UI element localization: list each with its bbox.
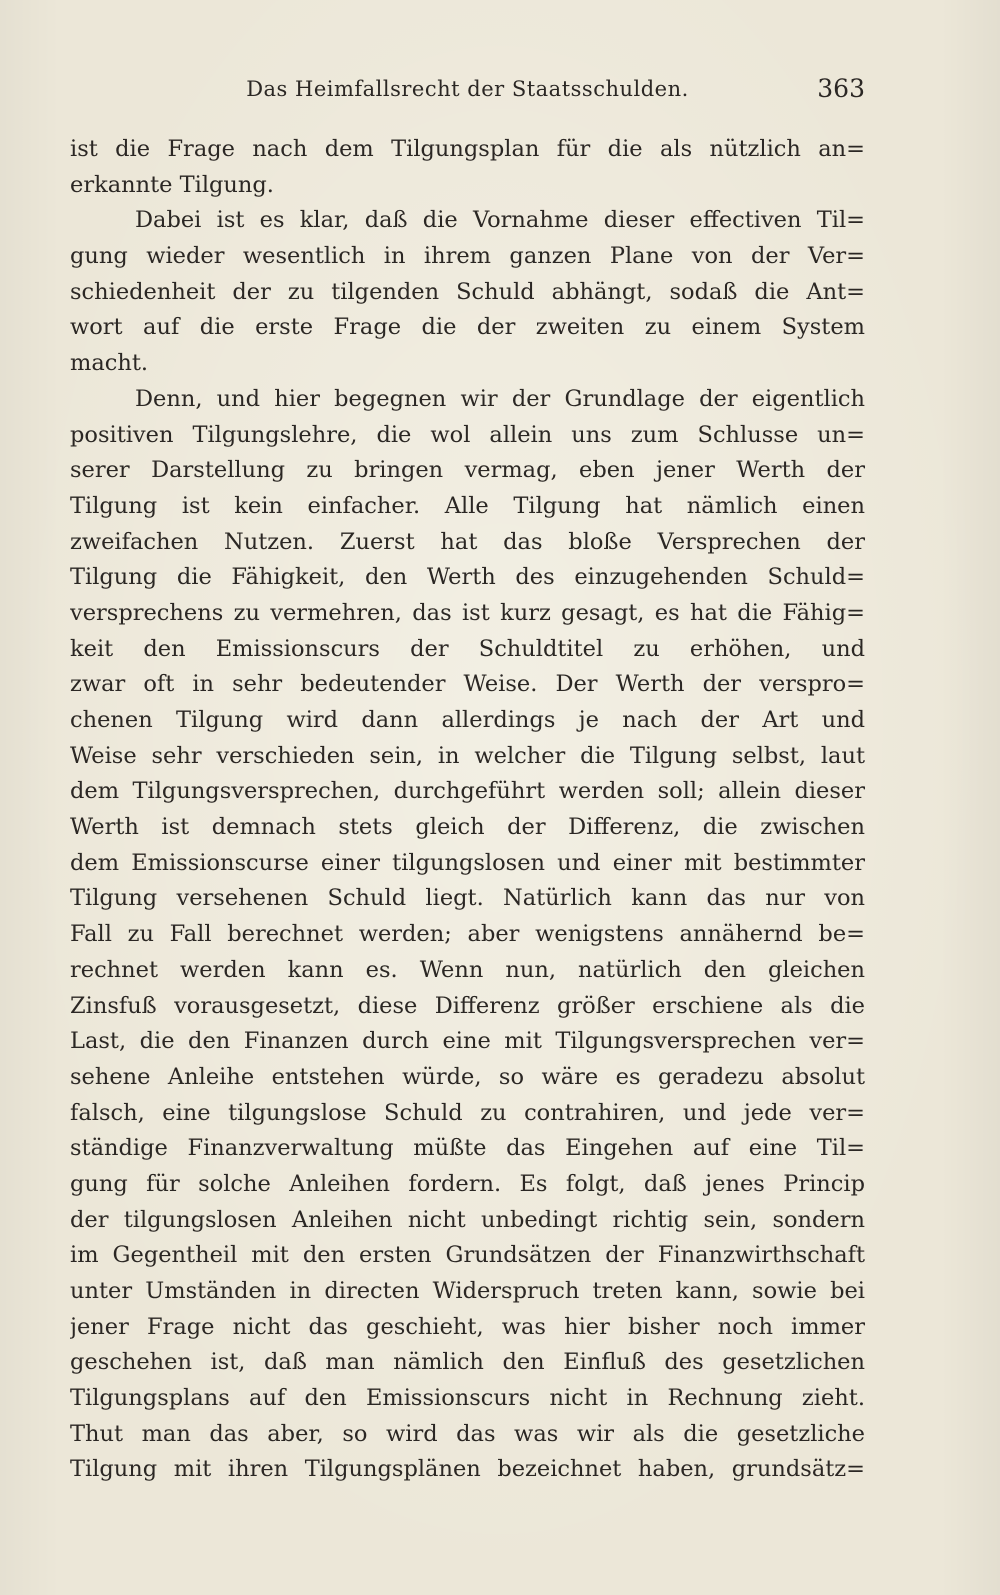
text-line: Weise sehr verschieden sein, in welcher die Tilgung selbst, laut [70, 742, 865, 769]
text-line: der tilgungslosen Anleihen nicht unbedingt richtig sein, sondern [70, 1206, 865, 1233]
text-line: Fall zu Fall berechnet werden; aber wenigstens annähernd be= [70, 921, 865, 948]
text-line: versprechens zu vermehren, das ist kurz gesagt, es hat die Fähig= [70, 599, 865, 626]
text-line: jener Frage nicht das geschieht, was hier bisher noch immer [70, 1313, 865, 1340]
page-number: 363 [817, 74, 865, 103]
text-line: gung wieder wesentlich in ihrem ganzen Plane von der Ver= [70, 243, 865, 270]
text-line: sehene Anleihe entstehen würde, so wäre es geradezu absolut [70, 1063, 865, 1090]
text-line: geschehen ist, daß man nämlich den Einfluß des gesetzlichen [70, 1349, 865, 1376]
text-line: Denn, und hier begegnen wir der Grundlage der eigentlich [135, 385, 865, 412]
text-line: unter Umständen in directen Widerspruch treten kann, sowie bei [70, 1278, 865, 1304]
text-line: falsch, eine tilgungslose Schuld zu contrahiren, und jede ver= [70, 1099, 865, 1126]
text-line: zwar oft in sehr bedeutender Weise. Der Werth der verspro= [70, 671, 865, 698]
text-line: macht. [70, 350, 149, 377]
running-head [70, 72, 865, 106]
text-line: Tilgungsplans auf den Emissionscurs nicht in Rechnung zieht. [70, 1385, 865, 1412]
text-line: Dabei ist es klar, daß die Vornahme dieser effectiven Til= [135, 207, 865, 234]
text-line: zweifachen Nutzen. Zuerst hat das bloße Versprechen der [70, 528, 865, 555]
text-line: dem Emissionscurse einer tilgungslosen und einer mit bestimmter [70, 849, 865, 876]
text-line: wort auf die erste Frage die der zweiten zu einem System [70, 314, 865, 341]
running-title: Das Heimfallsrecht der Staatsschulden. [246, 77, 689, 101]
text-line: im Gegentheil mit den ersten Grundsätzen der Finanzwirthschaft [70, 1242, 865, 1269]
text-line: Tilgung mit ihren Tilgungsplänen bezeichnet haben, grundsätz= [70, 1456, 865, 1483]
text-line: serer Darstellung zu bringen vermag, eben jener Werth der [70, 457, 865, 484]
text-line: Thut man das aber, so wird das was wir als die gesetzliche [70, 1420, 865, 1447]
text-line: Last, die den Finanzen durch eine mit Tilgungsversprechen ver= [70, 1028, 865, 1055]
text-line: erkannte Tilgung. [70, 171, 274, 198]
text-line: Tilgung die Fähigkeit, den Werth des einzugehenden Schuld= [70, 564, 865, 591]
text-line: chenen Tilgung wird dann allerdings je nach der Art und [70, 707, 865, 733]
text-line: Werth ist demnach stets gleich der Differenz, die zwischen [70, 814, 865, 841]
text-line: Tilgung versehenen Schuld liegt. Natürlich kann das nur von [70, 885, 865, 912]
text-line: positiven Tilgungslehre, die wol allein uns zum Schlusse un= [70, 421, 865, 448]
body-text [70, 132, 865, 1483]
text-line: rechnet werden kann es. Wenn nun, natürlich den gleichen [70, 956, 865, 983]
text-line: Zinsfuß vorausgesetzt, diese Differenz größer erschiene als die [70, 992, 865, 1019]
text-line: ständige Finanzverwaltung müßte das Eingehen auf eine Til= [70, 1135, 865, 1162]
text-line: keit den Emissionscurs der Schuldtitel zu erhöhen, und [70, 635, 865, 662]
text-line: ist die Frage nach dem Tilgungsplan für die als nützlich an= [70, 136, 865, 162]
text-line: gung für solche Anleihen fordern. Es folgt, daß jenes Princip [70, 1170, 865, 1197]
text-line: dem Tilgungsversprechen, durchgeführt werden soll; allein dieser [70, 778, 865, 805]
text-line: Tilgung ist kein einfacher. Alle Tilgung hat nämlich einen [70, 492, 865, 519]
text-line: schiedenheit der zu tilgenden Schuld abhängt, sodaß die Ant= [70, 278, 865, 305]
